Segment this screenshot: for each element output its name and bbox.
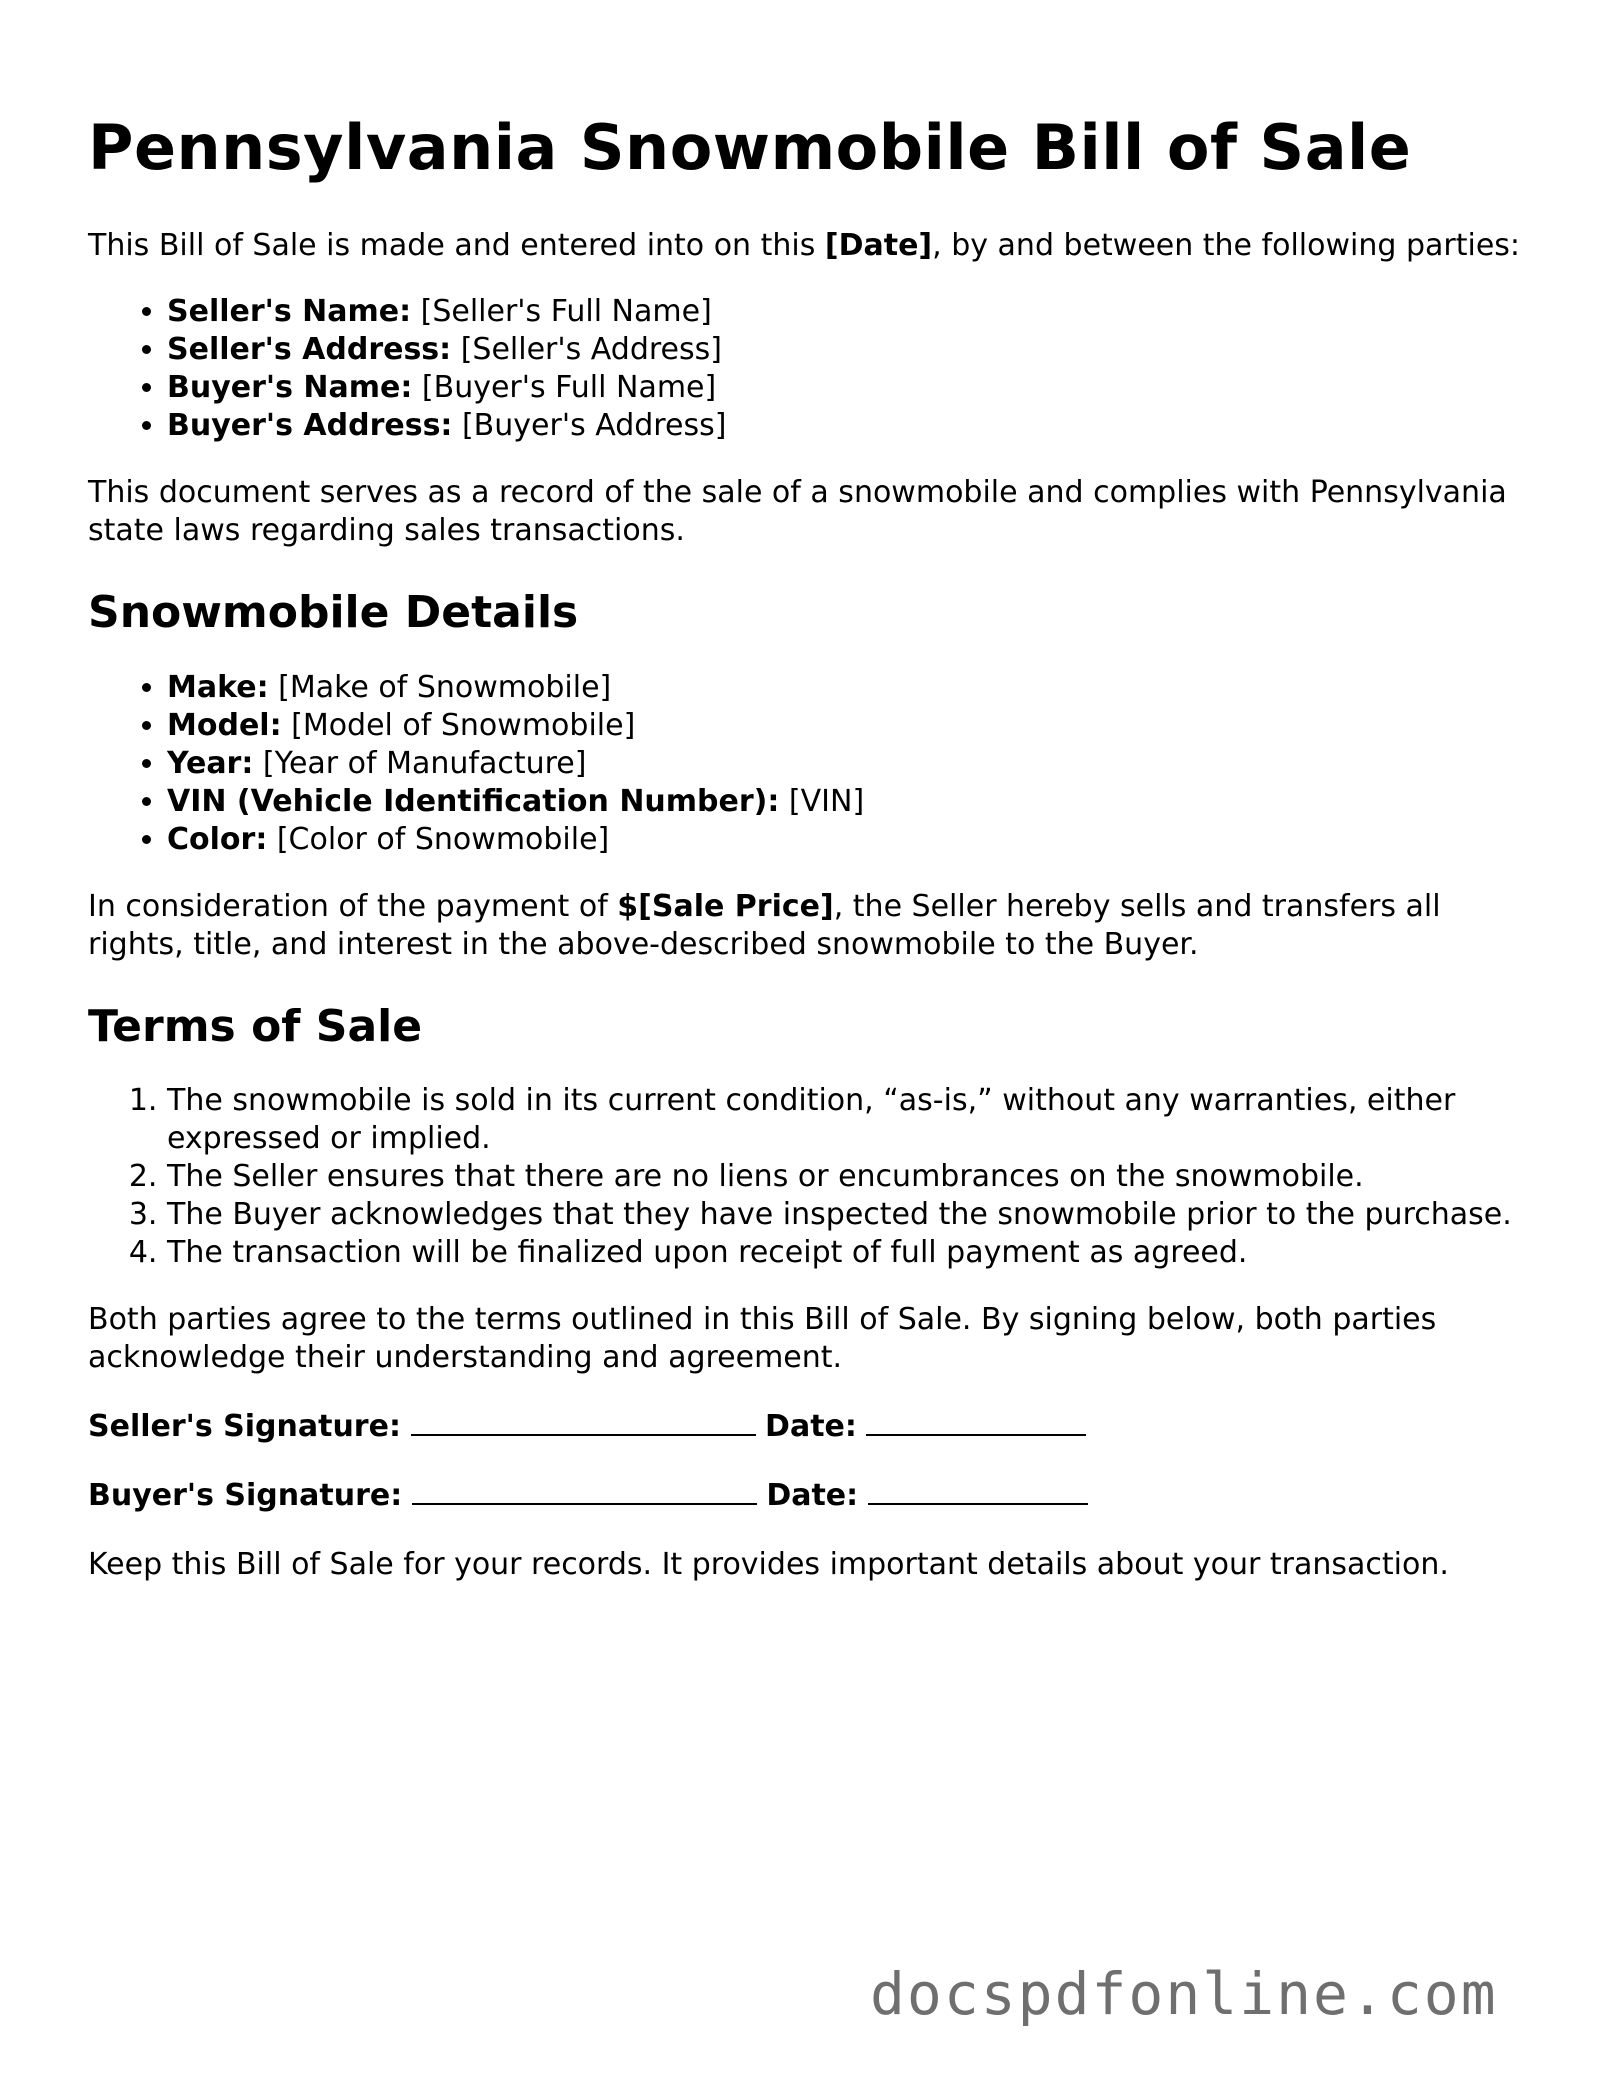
list-item: 2. The Seller ensures that there are no liens or encumbrances on the snowmobile. (167, 1158, 1538, 1196)
party-label: Buyer's Address: (167, 408, 453, 444)
list-item (167, 369, 1538, 407)
detail-value: [Make of Snowmobile] (268, 669, 612, 705)
party-value: [Buyer's Address] (452, 408, 727, 444)
party-label: Buyer's Name: (167, 370, 413, 406)
detail-label: Model: (167, 707, 282, 743)
consideration-text-before: In consideration of the payment of (88, 888, 618, 924)
intro-text-after: , by and between the following parties: (932, 228, 1521, 264)
document-page (88, 112, 1538, 1584)
detail-label: Year: (167, 745, 254, 781)
list-item (167, 707, 1538, 745)
buyer-signature-label: Buyer's Signature: (88, 1478, 403, 1514)
list-item (167, 407, 1538, 445)
party-value: [Buyer's Full Name] (412, 370, 717, 406)
agreement-paragraph: Both parties agree to the terms outlined in this Bill of Sale. By signing below, both parties acknowledge their understanding and agreement. (88, 1302, 1437, 1376)
record-note-paragraph: This document serves as a record of the sale of a snowmobile and complies with Pennsylvania state laws regarding sales transactions. (88, 475, 1507, 549)
seller-signature-row (88, 1408, 1538, 1446)
list-item (167, 821, 1538, 859)
list-item (167, 293, 1538, 331)
intro-paragraph (88, 227, 1538, 265)
detail-label: Color: (167, 821, 268, 857)
seller-signature-label: Seller's Signature: (88, 1409, 401, 1445)
list-item (167, 745, 1538, 783)
seller-date-line[interactable] (866, 1408, 1086, 1436)
party-value: [Seller's Full Name] (411, 294, 712, 330)
detail-value: [Year of Manufacture] (253, 745, 587, 781)
list-item: 3. The Buyer acknowledges that they have inspected the snowmobile prior to the purchase. (167, 1196, 1538, 1234)
detail-value: [Color of Snowmobile] (267, 821, 610, 857)
consideration-paragraph (88, 888, 1538, 964)
sale-price-placeholder: $[Sale Price] (617, 888, 834, 924)
list-item: 1. The snowmobile is sold in its current condition, “as-is,” without any warranties, either expressed or implied. (167, 1082, 1538, 1158)
party-label: Seller's Address: (167, 332, 452, 368)
details-list (88, 669, 1538, 859)
terms-list (88, 1082, 1538, 1272)
seller-signature-line[interactable] (411, 1408, 756, 1436)
terms-heading: Terms of Sale (88, 1000, 423, 1052)
list-item (167, 783, 1538, 821)
document-title: Pennsylvania Snowmobile Bill of Sale (88, 111, 1412, 184)
party-value: [Seller's Address] (451, 332, 722, 368)
list-item (167, 331, 1538, 369)
parties-list (88, 293, 1538, 445)
closing-paragraph: Keep this Bill of Sale for your records. It provides important details about your transaction. (88, 1547, 1449, 1583)
detail-label: Make: (167, 669, 269, 705)
watermark-text: docspdfonline.com (870, 1960, 1498, 2028)
consideration-text-after: , the Seller hereby sells and transfers all rights, title, and interest in the above-described snowmobile to the Buyer. (88, 888, 1441, 962)
buyer-date-line[interactable] (868, 1477, 1088, 1505)
detail-label: VIN (Vehicle Identification Number): (167, 783, 780, 819)
date-placeholder: [Date] (824, 228, 933, 264)
list-item (167, 669, 1538, 707)
intro-text-before: This Bill of Sale is made and entered into on this (88, 228, 825, 264)
party-label: Seller's Name: (167, 294, 412, 330)
buyer-date-label: Date: (766, 1478, 859, 1514)
details-heading: Snowmobile Details (88, 587, 579, 639)
detail-value: [Model of Snowmobile] (281, 707, 636, 743)
list-item: 4. The transaction will be finalized upon receipt of full payment as agreed. (167, 1234, 1538, 1272)
buyer-signature-line[interactable] (412, 1477, 757, 1505)
buyer-signature-row (88, 1477, 1538, 1515)
detail-value: [VIN] (779, 783, 865, 819)
seller-date-label: Date: (765, 1409, 857, 1445)
